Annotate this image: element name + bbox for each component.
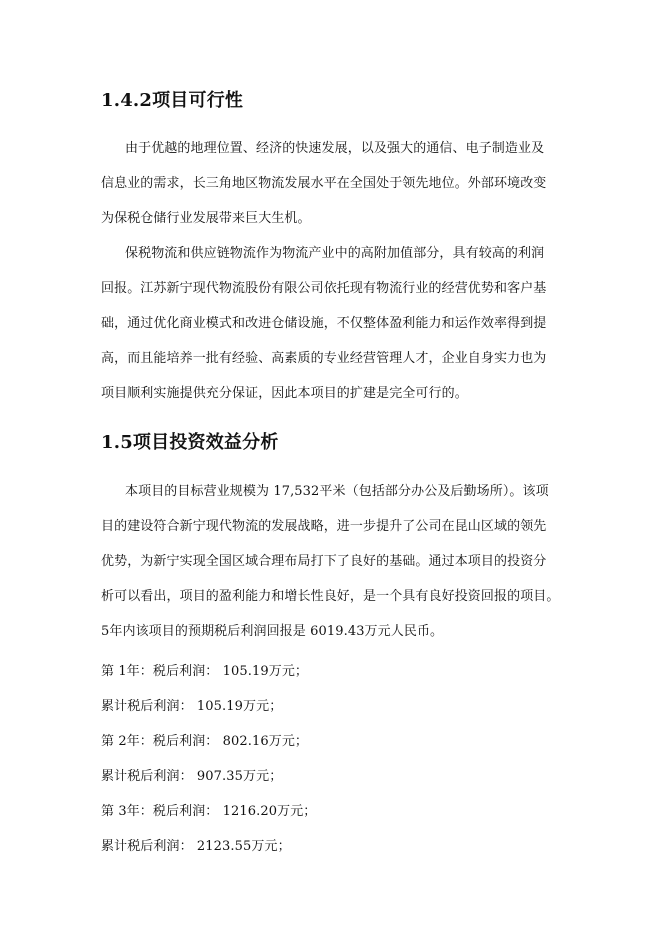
- profit-line-year-1: 第 1年：税后利润： 105.19万元；: [101, 664, 309, 679]
- paragraph-line: 信息业的需求，长三角地区物流发展水平在全国处于领先地位。外部环境改变: [101, 176, 547, 191]
- paragraph-line: 由于优越的地理位置、经济的快速发展，以及强大的通信、电子制造业及: [125, 141, 545, 156]
- profit-line-year-2: 第 2年：税后利润： 802.16万元；: [101, 734, 309, 749]
- paragraph-line: 回报。江苏新宁现代物流股份有限公司依托现有物流行业的经营优势和客户基: [101, 281, 547, 296]
- paragraph-line: 目的建设符合新宁现代物流的发展战略，进一步提升了公司在昆山区域的领先: [101, 519, 547, 534]
- paragraph-line: 优势，为新宁实现全国区域合理布局打下了良好的基础。通过本项目的投资分: [101, 554, 547, 569]
- paragraph-line: 保税物流和供应链物流作为物流产业中的高附加值部分，具有较高的利润: [125, 246, 545, 261]
- profit-line-cumulative-3: 累计税后利润： 2123.55万元；: [101, 839, 291, 854]
- section-1-5-heading: 1.5项目投资效益分析: [101, 432, 279, 453]
- paragraph-line: 为保税仓储行业发展带来巨大生机。: [101, 211, 311, 226]
- paragraph-line: 础，通过优化商业模式和改进仓储设施，不仅整体盈利能力和运作效率得到提: [101, 316, 547, 331]
- paragraph-line: 本项目的目标营业规模为 17,532平米（包括部分办公及后勤场所）。该项: [125, 484, 549, 499]
- profit-line-year-3: 第 3年：税后利润： 1216.20万元；: [101, 804, 317, 819]
- profit-line-cumulative-1: 累计税后利润： 105.19万元；: [101, 699, 283, 714]
- paragraph-line: 析可以看出，项目的盈利能力和增长性良好，是一个具有良好投资回报的项目。: [101, 589, 560, 604]
- profit-line-cumulative-2: 累计税后利润： 907.35万元；: [101, 769, 283, 784]
- paragraph-line: 5年内该项目的预期税后利润回报是 6019.43万元人民币。: [101, 624, 444, 639]
- paragraph-line: 项目顺利实施提供充分保证，因此本项目的扩建是完全可行的。: [101, 386, 468, 401]
- section-1-4-2-heading: 1.4.2项目可行性: [101, 90, 244, 111]
- paragraph-line: 高，而且能培养一批有经验、高素质的专业经营管理人才，企业自身实力也为: [101, 351, 547, 366]
